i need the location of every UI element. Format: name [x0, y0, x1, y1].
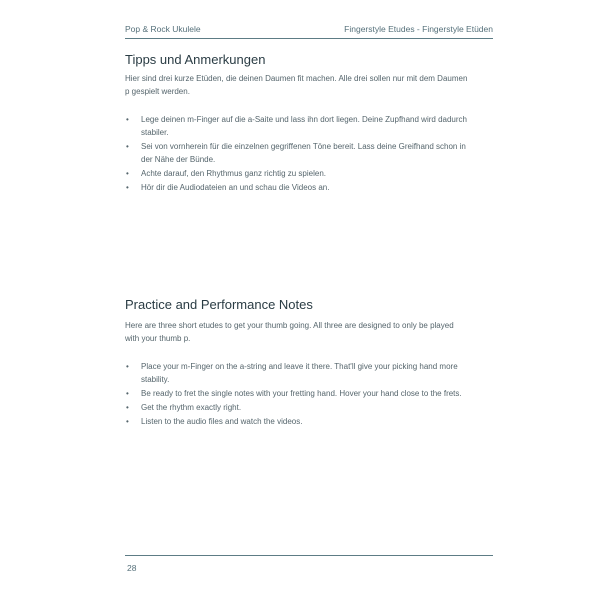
german-bullet-text: Hör dir die Audiodateien an und schau die Videos an. — [141, 183, 330, 192]
list-item — [125, 360, 470, 386]
bullet-icon: • — [126, 389, 129, 398]
bullet-icon: • — [126, 115, 129, 124]
running-header — [125, 18, 493, 39]
header-chapter-title: Fingerstyle Etudes - Fingerstyle Etüden — [344, 24, 493, 34]
german-bullet-text: Sei von vornherein für die einzelnen gegriffenen Töne bereit. Lass deine Greifhand schon in der Nähe der Bünde. — [141, 142, 466, 164]
bullet-icon: • — [126, 417, 129, 426]
list-item — [125, 140, 470, 166]
english-bullet-list — [125, 360, 470, 429]
bullet-icon: • — [126, 362, 129, 371]
page-number: 28 — [127, 563, 137, 573]
list-item — [125, 401, 470, 414]
list-item — [125, 415, 470, 428]
list-item — [125, 181, 470, 194]
footer-divider — [125, 555, 493, 556]
german-intro-paragraph: Hier sind drei kurze Etüden, die deinen Daumen fit machen. Alle drei sollen nur mit dem Daumen p gespielt werden. — [125, 74, 468, 96]
bullet-icon: • — [126, 403, 129, 412]
english-bullet-text: Be ready to fret the single notes with your fretting hand. Hover your hand close to the frets. — [141, 389, 462, 398]
german-bullet-text: Lege deinen m-Finger auf die a-Saite und lass ihn dort liegen. Deine Zupfhand wird dadurch stabiler. — [141, 115, 467, 137]
german-bullet-list — [125, 113, 470, 195]
english-intro-paragraph: Here are three short etudes to get your thumb going. All three are designed to only be played with your thumb p. — [125, 321, 454, 343]
english-bullet-text: Place your m-Finger on the a-string and leave it there. That'll give your picking hand more stability. — [141, 362, 458, 384]
list-item — [125, 113, 470, 139]
german-bullet-text: Achte darauf, den Rhythmus ganz richtig zu spielen. — [141, 169, 326, 178]
list-item — [125, 167, 470, 180]
bullet-icon: • — [126, 183, 129, 192]
list-item — [125, 387, 470, 400]
german-section-title: Tipps und Anmerkungen — [125, 52, 266, 67]
english-bullet-text: Get the rhythm exactly right. — [141, 403, 242, 412]
bullet-icon: • — [126, 169, 129, 178]
english-section-title: Practice and Performance Notes — [125, 297, 313, 312]
bullet-icon: • — [126, 142, 129, 151]
english-bullet-text: Listen to the audio files and watch the videos. — [141, 417, 303, 426]
header-book-title: Pop & Rock Ukulele — [125, 24, 201, 34]
